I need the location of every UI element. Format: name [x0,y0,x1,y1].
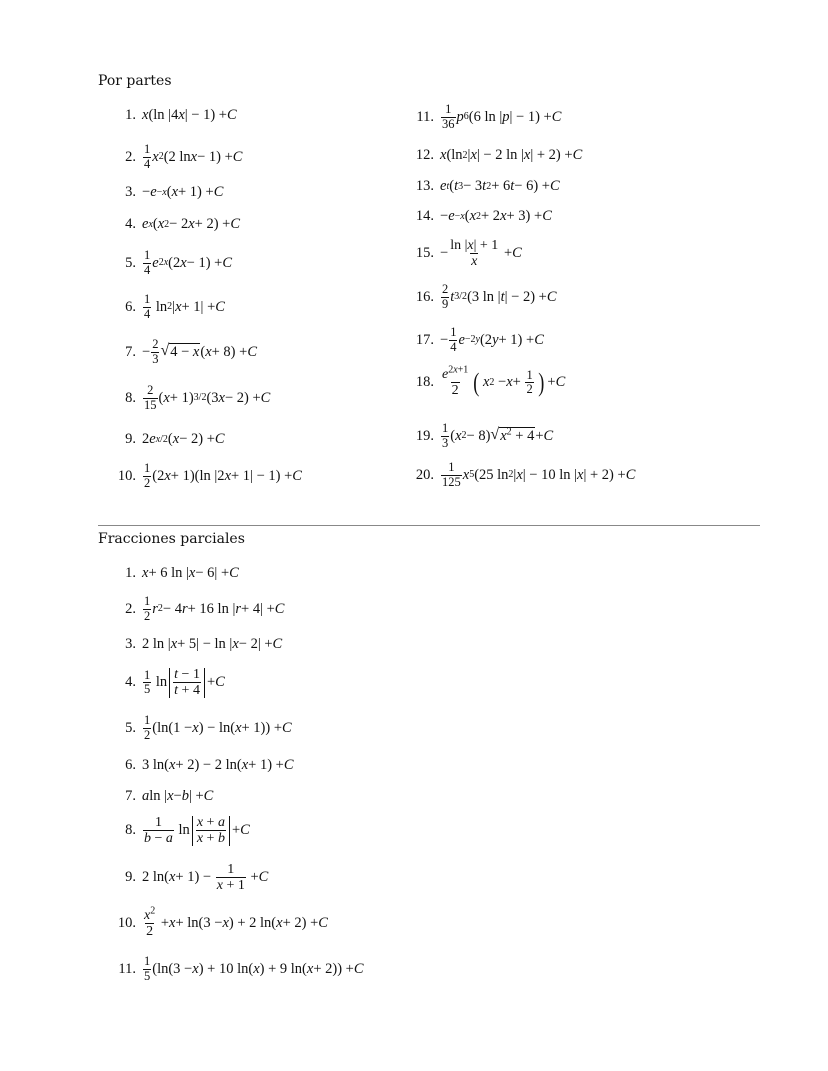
item-number: 2. [125,148,136,165]
formula: − e −x ( x 2 + 2 x + 3) + C [440,208,552,224]
list-item [408,147,582,164]
formula: 3 ln( x + 2) − 2 ln( x + 1) + C [142,757,294,773]
formula: a ln | x − b | + C [142,788,214,804]
list-item [110,462,302,491]
formula: x + 6 ln | x − 6| + C [142,565,239,581]
formula: e x ( x 2 − 2 x + 2) + C [142,216,241,232]
formula: − $\frac{\ln |x| + 1}{x}$ + C [440,238,522,270]
list-item [408,103,561,132]
item-number: 11. [118,960,136,977]
item-number: 4. [125,216,136,232]
item-number: 6. [125,757,136,773]
formula: 2 ln( x + 1) − $\frac{1}{x + 1}$ + C [142,862,269,894]
formula: $\frac{1}{36}$ p 6 (6 ln | p | − 1) + C [442,102,562,131]
list-item [408,208,552,225]
item-number: 20. [415,466,434,483]
list-item [408,238,522,270]
section-divider [98,525,760,526]
item-number: 7. [125,343,136,360]
item-number: 1. [125,107,136,123]
list-item [110,815,250,847]
formula: 2 e x/2 ( x − 2) + C [142,431,225,447]
list-item [110,595,284,624]
item-number: 10. [117,467,136,484]
section-title-fracciones-parciales: Fracciones parciales [98,531,245,547]
list-item [110,338,257,367]
item-number: 5. [125,254,136,271]
list-item [110,955,364,984]
formula: $\frac{x^2}{2}$ + x + ln(3 − x ) + 2 ln( x + 2) + C [144,905,328,940]
list-item [110,905,328,940]
formula: $\frac{1}{2}$ (2 x + 1)(ln |2 x + 1| − 1) + C [144,461,302,490]
item-number: 6. [125,298,136,315]
item-number: 17. [415,331,434,348]
item-number: 14. [415,208,434,224]
item-number: 7. [125,788,136,804]
list-item [408,283,557,312]
formula: $\frac{1}{5}$ (ln(3 − x ) + 10 ln( x ) + 9 ln( x + 2)) + C [144,954,364,983]
formula: $\frac{1}{4}$ ln 2 | x + 1| + C [144,292,225,321]
list-item [408,364,566,399]
item-number: 13. [415,178,434,194]
list-item [110,636,282,653]
formula: − $\frac{1}{4}$ e −2y (2 y + 1) + C [440,325,544,354]
list-item [110,384,270,413]
list-item [110,216,240,233]
list-item [408,461,635,490]
formula: $\frac{1}{4}$ x 2 (2 ln x − 1) + C [144,142,243,171]
item-number: 2. [125,600,136,617]
formula: $\frac{1}{125}$ x 5 (25 ln 2 | x | − 10 ln | x | + 2) + C [442,460,636,489]
formula: 2 ln | x + 5| − ln | x − 2| + C [142,636,283,652]
formula: $\frac{2}{9}$ t 3/2 (3 ln | t | − 2) + C [442,282,557,311]
list-item [408,178,560,195]
item-number: 9. [125,431,136,447]
item-number: 8. [125,822,136,839]
formula: x (ln |4 x | − 1) + C [142,107,237,123]
item-number: 9. [125,869,136,886]
formula: $\frac{1}{5}$ ln $\frac{t - 1}{t + 4}$ + C [144,667,225,699]
item-number: 11. [416,108,434,125]
formula: $\frac{1}{b - a}$ ln $\frac{x + a}{x + b}$ + C [144,815,250,847]
item-number: 3. [125,184,136,200]
formula: e t ( t 3 − 3 t 2 + 6 t − 6) + C [440,178,560,194]
list-item [110,862,268,894]
list-item [110,788,213,805]
formula: − e −x ( x + 1) + C [142,184,224,200]
item-number: 19. [415,427,434,444]
formula: x (ln 2 | x | − 2 ln | x | + 2) + C [440,147,583,163]
item-number: 15. [415,245,434,262]
item-number: 16. [415,288,434,305]
item-number: 5. [125,719,136,736]
list-item [408,422,553,451]
item-number: 3. [125,636,136,652]
list-item [110,667,225,699]
item-number: 12. [415,147,434,163]
list-item [110,184,223,201]
list-item [110,249,232,278]
list-item [110,293,225,322]
list-item [408,326,544,355]
formula: − $\frac{2}{3}$ √ 4 − x ( x + 8) + C [142,337,257,366]
section-title-por-partes: Por partes [98,73,172,89]
list-item [110,714,292,743]
item-number: 10. [117,915,136,932]
formula: $\frac{2}{15}$ ( x + 1) 3/2 (3 x − 2) + C [144,383,271,412]
item-number: 4. [125,674,136,691]
item-number: 1. [125,565,136,581]
list-item [110,107,237,124]
list-item [110,565,239,582]
item-number: 18. [415,374,434,391]
list-item [110,431,225,448]
formula: $\frac{1}{3}$ ( x 2 − 8) √ $x^2 + 4$ + C [442,421,554,450]
list-item [110,143,242,172]
formula: $\frac{1}{2}$ r 2 − 4 r + 16 ln | r + 4| + C [144,594,285,623]
formula: $\frac{1}{2}$ (ln(1 − x ) − ln( x + 1)) + C [144,713,292,742]
list-item [110,757,294,774]
formula: $\frac{1}{4}$ e 2x (2 x − 1) + C [144,248,233,277]
formula: $\frac{e^{2x+1}}{2}$ ( x 2 − x + $\frac{1}{2}$ ) + C [442,364,566,399]
item-number: 8. [125,389,136,406]
